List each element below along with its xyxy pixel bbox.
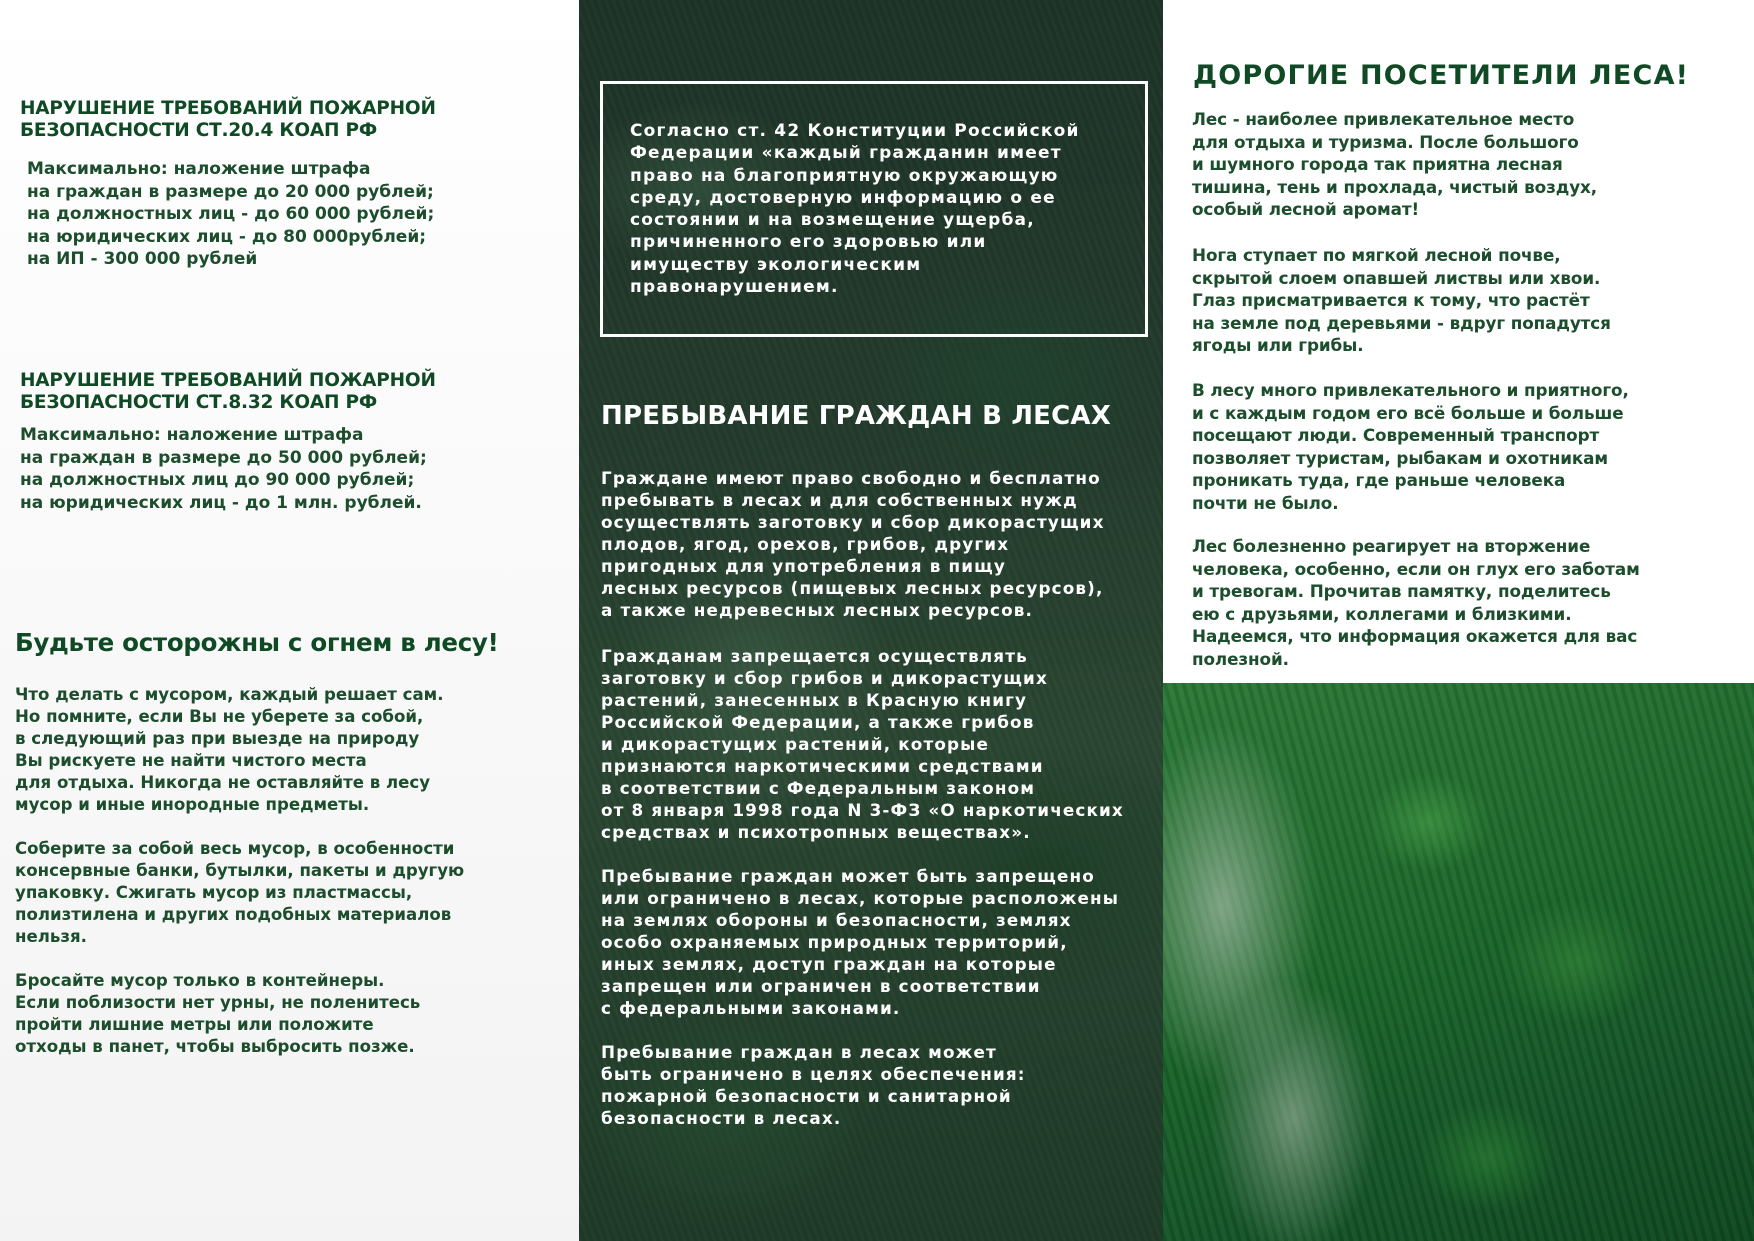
paragraph: Лес болезненно реагирует на вторжение человека, особенно, если он глух его заботам и тревогам. Прочитав памятку, поделитесь ею с друзьями, коллегами и близкими. Надеемся, что информация окажется для вас полезной. — [1192, 536, 1640, 669]
fire-caution-section — [15, 628, 565, 1058]
fine-section-article-8-32 — [20, 370, 570, 514]
fine-details: Максимально: наложение штрафа на граждан в размере до 50 000 рублей; на должностных лиц до 90 000 рублей; на юридических лиц - до 1 млн. рублей. — [20, 425, 427, 513]
paragraph: Соберите за собой весь мусор, в особенности консервные банки, бутылки, пакеты и другую упаковку. Сжигать мусор из пластмассы, полизтилена и других подобных материалов нельзя. — [15, 839, 465, 946]
paragraph: В лесу много привлекательного и приятного, и с каждым годом его всё больше и больше посещают люди. Современный транспорт позволяет туристам, рыбакам и охотникам проникать туда, где раньше человека почти не было. — [1192, 380, 1629, 513]
fine-details: Максимально: наложение штрафа на граждан в размере до 20 000 рублей; на должностных лиц - до 60 000 рублей; на юридических лиц - до 80 000рублей; на ИП - 300 000 рублей — [27, 159, 435, 269]
constitution-quote: Согласно ст. 42 Конституции Российской Федерации «каждый гражданин имеет право на благоприятную окружающую среду, достоверную информацию о ее состоянии и на возмещение ущерба, причиненного его здоровью или имуществу экологическим правонарушением. — [630, 121, 1080, 298]
section-heading: НАРУШЕНИЕ ТРЕБОВАНИЙ ПОЖАРНОЙ БЕЗОПАСНОСТИ СТ.8.32 КОАП РФ — [20, 370, 436, 413]
left-panel — [0, 0, 579, 1241]
section-heading: Будьте осторожны с огнем в лесу! — [15, 628, 499, 657]
right-panel — [1163, 0, 1754, 1241]
paragraph: Бросайте мусор только в контейнеры. Если поблизости нет урны, не поленитесь пройти лишние метры или положите отходы в панет, чтобы выбросить позже. — [15, 971, 421, 1056]
paragraph: Граждане имеют право свободно и бесплатно пребывать в лесах и для собственных нужд осуществлять заготовку и сбор дикорастущих плодов, ягод, орехов, грибов, других пригодных для употребления в пищу лесных ресурсов (пищевых лесных ресурсов), а также недревесных лесных ресурсов. — [601, 468, 1105, 620]
section-heading: ПРЕБЫВАНИЕ ГРАЖДАН В ЛЕСАХ — [601, 401, 1111, 431]
paragraph: Гражданам запрещается осуществлять заготовку и сбор грибов и дикорастущих растений, занесенных в Красную книгу Российской Федерации, а также грибов и дикорастущих растений, которые признаются наркотическими средствами в соответствии с Федеральным законом от 8 января 1998 года N 3-ФЗ «О наркотических средствах и психотропных веществах». — [601, 646, 1124, 842]
foggy-forest-photo — [1163, 683, 1754, 1241]
paragraph: Что делать с мусором, каждый решает сам. Но помните, если Вы не уберете за собой, в следующий раз при выезде на природу Вы рискуете не найти чистого места для отдыха. Никогда не оставляйте в лесу мусор и иные инородные предметы. — [15, 685, 444, 814]
paragraph: Пребывание граждан может быть запрещено или ограничено в лесах, которые расположены на землях обороны и безопасности, землях особо охраняемых природных территорий, иных землях, доступ граждан на которые запрещен или ограничен в соответствии с федеральными законами. — [601, 866, 1120, 1018]
paragraph: Лес - наиболее привлекательное место для отдыха и туризма. После большого и шумного города так приятна лесная тишина, тень и прохлада, чистый воздух, особый лесной аромат! — [1192, 109, 1598, 219]
constitution-quote-box — [600, 81, 1148, 337]
section-heading: НАРУШЕНИЕ ТРЕБОВАНИЙ ПОЖАРНОЙ БЕЗОПАСНОСТИ СТ.20.4 КОАП РФ — [20, 98, 436, 141]
paragraph: Нога ступает по мягкой лесной почве, скрытой слоем опавшей листвы или хвои. Глаз присматривается к тому, что растёт на земле под деревьями - вдруг попадутся ягоды или грибы. — [1192, 245, 1611, 355]
middle-panel-forest-background — [579, 0, 1163, 1241]
paragraph: Пребывание граждан в лесах может быть ограничено в целях обеспечения: пожарной безопасности и санитарной безопасности в лесах. — [601, 1042, 1026, 1128]
fine-section-article-20-4 — [20, 98, 570, 271]
page-title: ДОРОГИЕ ПОСЕТИТЕЛИ ЛЕСА! — [1193, 60, 1690, 91]
